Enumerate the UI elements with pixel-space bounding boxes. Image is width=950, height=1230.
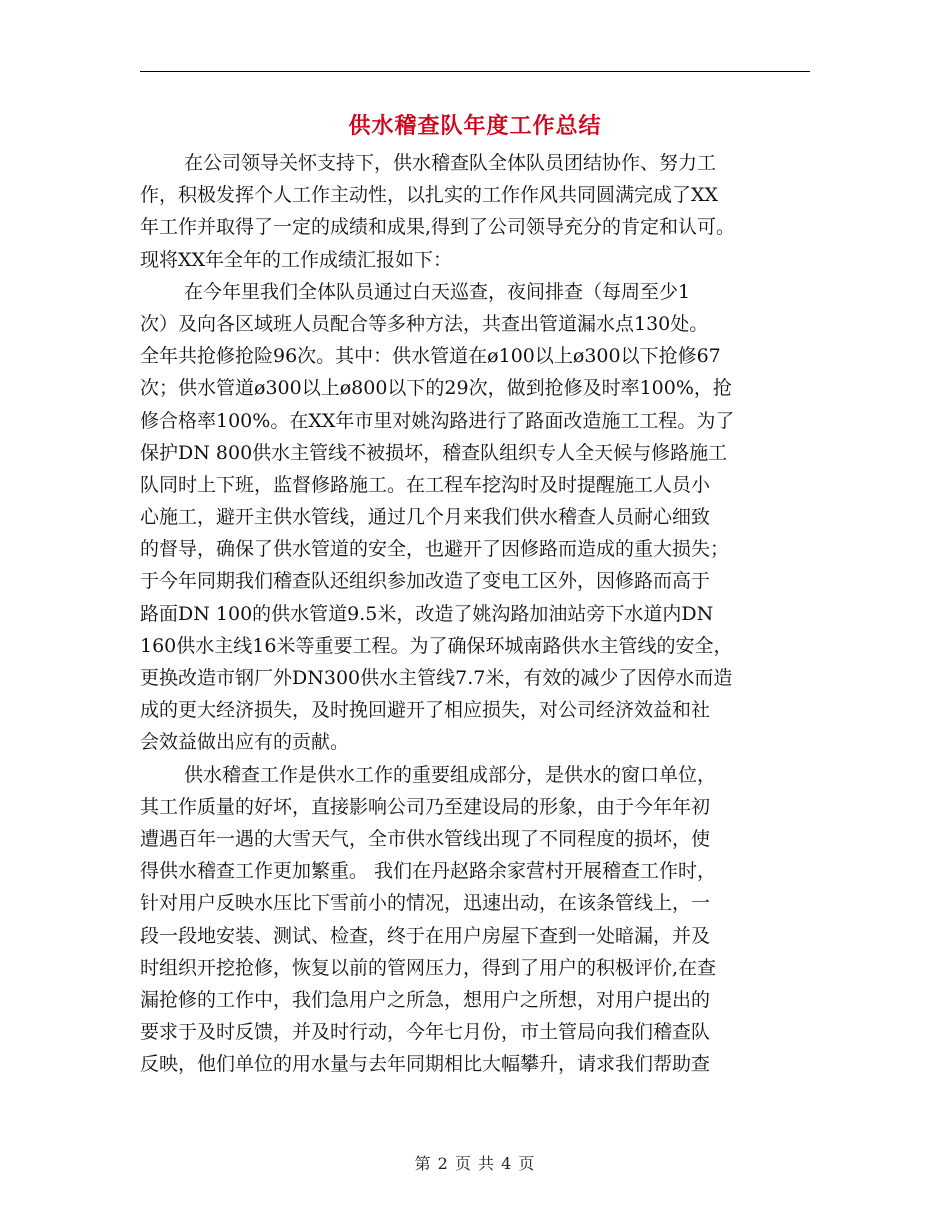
text-line: 段一段地安装、测试、检查，终于在用户房屋下查到一处暗漏，并及 bbox=[140, 924, 711, 947]
text-line: 供水稽查工作是供水工作的重要组成部分，是供水的窗口单位， bbox=[184, 763, 717, 786]
text-line: 现将XX年全年的工作成绩汇报如下： bbox=[140, 248, 453, 271]
text-line: 更换改造市钢厂外DN300供水主管线7.7米，有效的减少了因停水而造 bbox=[140, 667, 733, 689]
text-line: 保护DN 800供水主管线不被损坏，稽查队组织专人全天候与修路施工 bbox=[140, 441, 728, 464]
text-line: 次；供水管道ø300以上ø800以下的29次，做到抢修及时率100%，抢 bbox=[140, 377, 732, 400]
text-line: 全年共抢修抢险96次。其中：供水管道在ø100以上ø300以下抢修67 bbox=[140, 345, 721, 368]
text-line: 遭遇百年一遇的大雪天气，全市供水管线出现了不同程度的损坏，使 bbox=[140, 827, 711, 850]
text-line: 会效益做出应有的贡献。 bbox=[140, 731, 350, 754]
text-line: 于今年同期我们稽查队还组织参加改造了变电工区外，因修路而高于 bbox=[140, 570, 711, 593]
text-line: 成的更大经济损失，及时挽回避开了相应损失，对公司经济效益和社 bbox=[140, 699, 711, 722]
text-line: 在公司领导关怀支持下，供水稽查队全体队员团结协作、努力工 bbox=[184, 152, 717, 174]
text-line: 心施工，避开主供水管线，通过几个月来我们供水稽查人员耐心细致 bbox=[140, 506, 711, 529]
text-line: 路面DN 100的供水管道9.5米，改造了姚沟路加油站旁下水道内DN bbox=[140, 602, 714, 625]
text-line: 要求于及时反馈，并及时行动，今年七月份，市土管局向我们稽查队 bbox=[140, 1021, 711, 1044]
document-body bbox=[140, 147, 812, 1080]
text-line: 反映，他们单位的用水量与去年同期相比大幅攀升，请求我们帮助查 bbox=[140, 1053, 711, 1076]
text-line: 其工作质量的好坏，直接影响公司乃至建设局的形象，由于今年年初 bbox=[140, 795, 711, 818]
text-line: 队同时上下班，监督修路施工。在工程车挖沟时及时提醒施工人员小 bbox=[140, 473, 711, 496]
text-line: 的督导，确保了供水管道的安全，也避开了因修路而造成的重大损失； bbox=[140, 538, 730, 561]
text-line: 时组织开挖抢修，恢复以前的管网压力，得到了用户的积极评价,在查 bbox=[140, 956, 717, 979]
text-line: 得供水稽查工作更加繁重。 我们在丹赵路余家营村开展稽查工作时， bbox=[140, 860, 717, 883]
paragraph-1 bbox=[140, 147, 812, 276]
text-line: 次）及向各区域班人员配合等多种方法，共查出管道漏水点130处。 bbox=[140, 312, 709, 335]
text-line: 漏抢修的工作中，我们急用户之所急，想用户之所想，对用户提出的 bbox=[140, 988, 711, 1011]
page-number-footer: 第 2 页 共 4 页 bbox=[414, 1154, 536, 1173]
paragraph-2 bbox=[140, 276, 812, 759]
text-line: 修合格率100%。在XX年市里对姚沟路进行了路面改造施工工程。为了 bbox=[140, 409, 735, 432]
paragraph-3 bbox=[140, 759, 812, 1081]
header-rule bbox=[140, 71, 810, 72]
document-title: 供水稽查队年度工作总结 bbox=[348, 113, 602, 139]
text-line: 针对用户反映水压比下雪前小的情况，迅速出动，在该条管线上，一 bbox=[140, 892, 711, 915]
text-line: 160供水主线16米等重要工程。为了确保环城南路供水主管线的安全， bbox=[140, 634, 733, 657]
text-line: 在今年里我们全体队员通过白天巡查，夜间排查（每周至少1 bbox=[184, 280, 691, 303]
text-line: 年工作并取得了一定的成绩和成果,得到了公司领导充分的肯定和认可。 bbox=[140, 216, 736, 239]
text-line: 作，积极发挥个人工作主动性，以扎实的工作作风共同圆满完成了XX bbox=[140, 184, 719, 207]
